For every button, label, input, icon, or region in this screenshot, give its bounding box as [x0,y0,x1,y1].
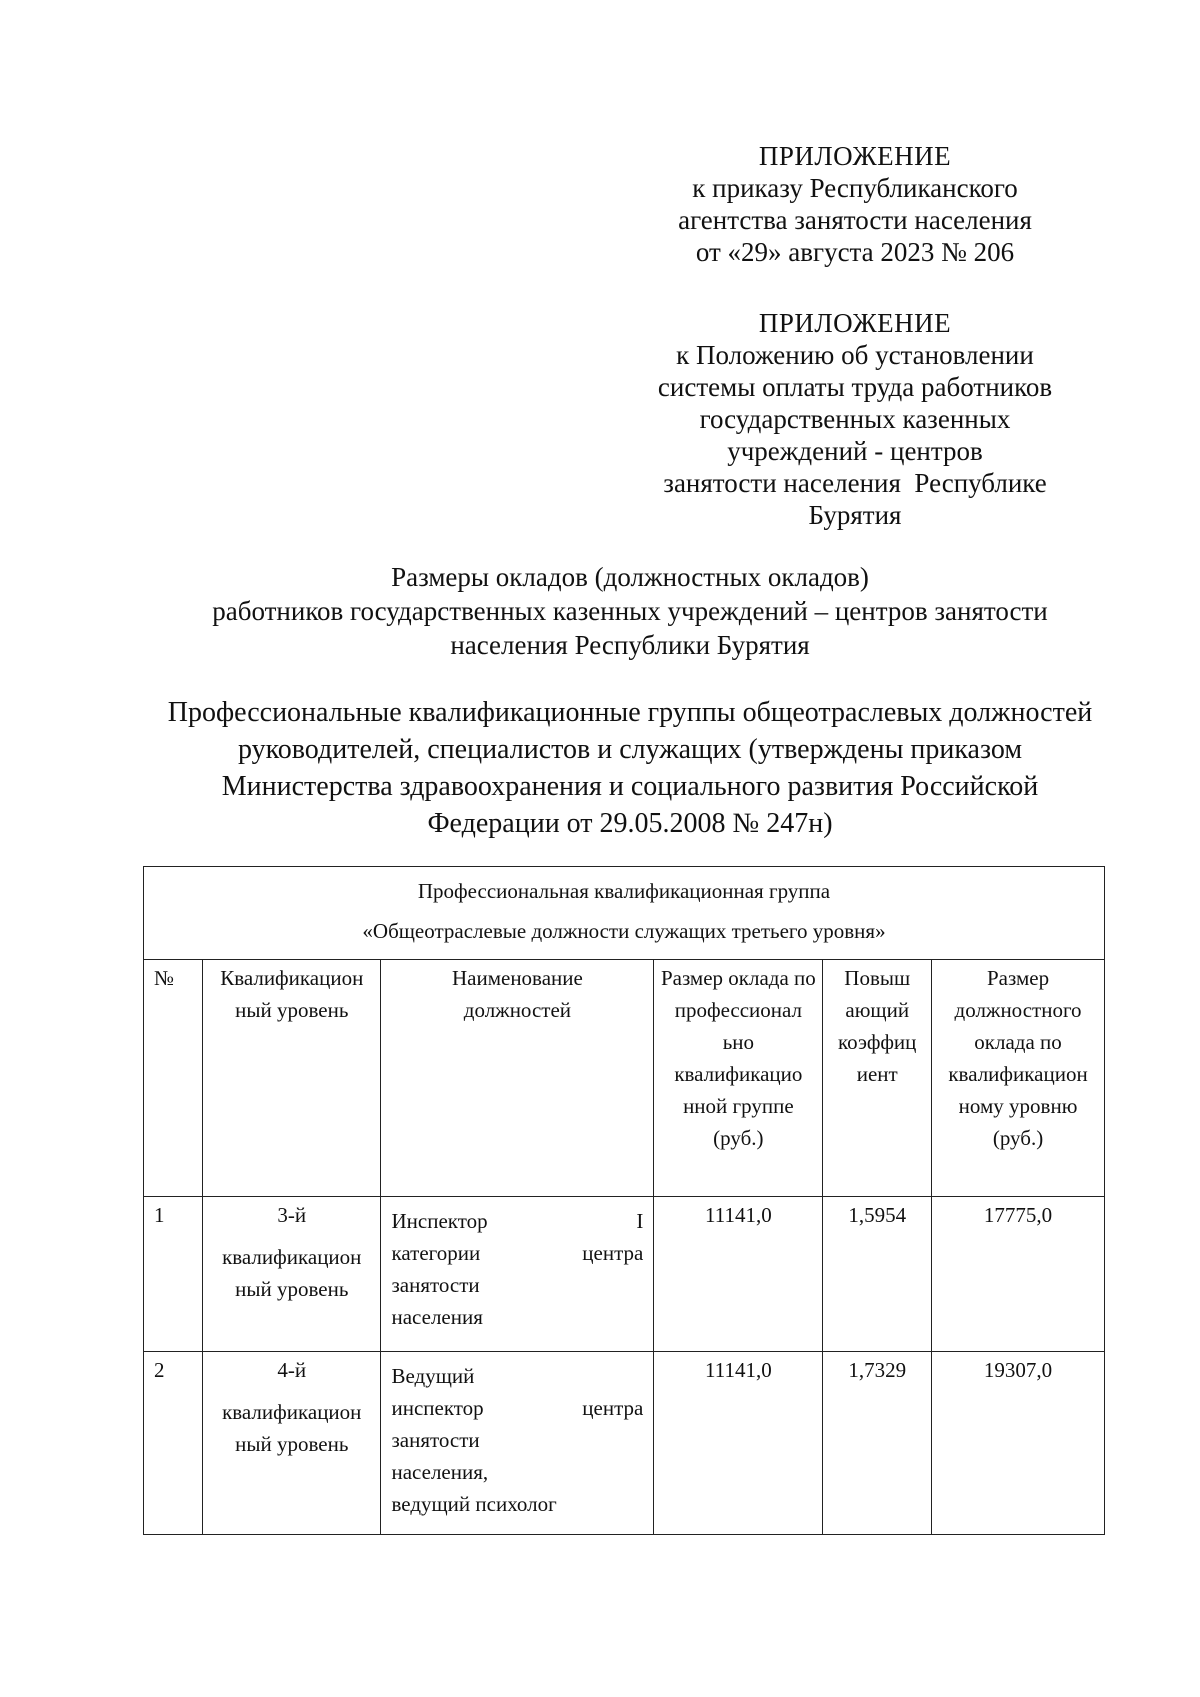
row-coef: 1,7329 [823,1352,932,1535]
attachment-regulation-line: Бурятия [808,500,902,530]
subtitle-line: Федерации от 29.05.2008 № 247н) [427,808,833,839]
header-num: № [144,960,203,1197]
subtitle-line: Профессиональные квалификационные группы общеотраслевых должностей [167,697,1093,728]
attachment-regulation-line: учреждений - центров [727,436,983,466]
position-line: населения, [391,1460,489,1484]
row-coef: 1,5954 [823,1197,932,1352]
title-line: Размеры окладов (должностных окладов) [391,562,869,592]
group-header-cell [144,867,1105,960]
row-position-name [381,1352,654,1535]
attachment-regulation-line: государственных казенных [699,404,1011,434]
position-word: центра [582,1396,644,1420]
attachment-order-line: к приказу Республиканского [692,173,1018,203]
position-line [391,1237,643,1269]
row-num: 2 [144,1352,203,1535]
group-title: Профессиональная квалификационная группа [417,879,831,903]
row-level [203,1197,381,1352]
attachment-regulation-line: системы оплаты труда работников [657,372,1053,402]
row-total: 17775,0 [932,1197,1105,1352]
header-total: Размер должностного оклада по квалификацион ному уровню (руб.) [932,960,1105,1197]
row-salary: 11141,0 [654,1197,823,1352]
position-line [391,1392,643,1424]
position-line: занятости [391,1428,480,1452]
group-header-row [144,867,1105,960]
header-level: Квалификацион ный уровень [203,960,381,1197]
position-line: Ведущий [391,1364,475,1388]
position-line: населения [391,1305,483,1329]
header-salary: Размер оклада по профессионал ьно квалификацио нной группе (руб.) [654,960,823,1197]
title-line: работников государственных казенных учреждений – центров занятости [212,596,1048,626]
position-line: занятости [391,1273,480,1297]
row-num: 1 [144,1197,203,1352]
attachment-order-block [640,140,1070,268]
document-title [140,560,1120,662]
attachment-regulation-line: к Положению об установлении [676,340,1034,370]
row-level [203,1352,381,1535]
header-coef: Повыш ающий коэффиц иент [823,960,932,1197]
position-word: I [636,1209,644,1233]
position-word: центра [582,1241,644,1265]
title-line: населения Республики Бурятия [450,630,810,660]
level-text: квалификацион ный уровень [222,1245,362,1301]
position-line: ведущий психолог [391,1492,557,1516]
row-position-name [381,1197,654,1352]
subtitle-line: Министерства здравоохранения и социального развития Российской [221,771,1039,802]
salary-table [143,866,1105,1535]
table-row [144,1197,1105,1352]
position-word: Инспектор [391,1209,488,1233]
attachment-order-heading: ПРИЛОЖЕНИЕ [758,141,952,171]
group-name: «Общеотраслевые должности служащих третьего уровня» [362,919,886,943]
document-subtitle [140,694,1120,842]
position-word: инспектор [391,1396,484,1420]
header-name: Наименование должностей [381,960,654,1197]
level-number: 3-й [277,1203,307,1227]
subtitle-line: руководителей, специалистов и служащих (утверждены приказом [237,734,1023,765]
level-text: квалификацион ный уровень [222,1400,362,1456]
row-total: 19307,0 [932,1352,1105,1535]
attachment-regulation-block [640,307,1070,531]
row-salary: 11141,0 [654,1352,823,1535]
position-line [391,1205,643,1237]
level-number: 4-й [277,1358,307,1382]
position-word: категории [391,1241,481,1265]
table-row [144,1352,1105,1535]
column-header-row [144,960,1105,1197]
attachment-order-line: агентства занятости населения [678,205,1032,235]
attachment-order-line: от «29» августа 2023 № 206 [695,237,1015,267]
attachment-regulation-heading: ПРИЛОЖЕНИЕ [758,308,952,338]
attachment-regulation-line: занятости населения Республике [663,468,1047,498]
